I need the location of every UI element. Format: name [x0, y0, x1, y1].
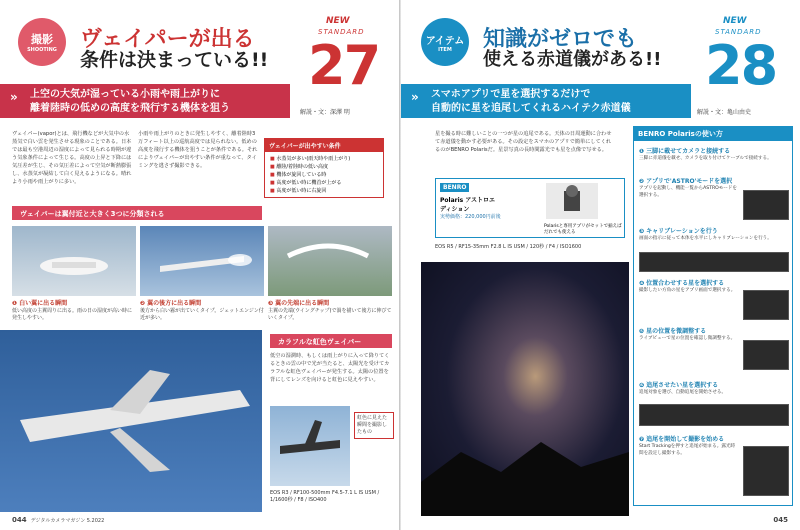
- app-screenshot-1: [743, 190, 789, 220]
- page-number: 044: [12, 516, 27, 524]
- chevron-icon: »: [10, 90, 18, 104]
- writer-credit: 解説・文：深澤 明: [300, 109, 350, 116]
- photo-vapor-3: [268, 226, 392, 296]
- caption-1-text: 低い高度の主翼周りに出る。雨の日の湿度が高い時に発生しやすい。: [12, 308, 133, 322]
- condition-item: ■ 高度が低い時に右旋回: [270, 187, 378, 195]
- step-1-text: 三脚に赤道儀を載せ、カメラを取り付けてケーブルで接続する。: [639, 156, 772, 161]
- plane-icon: [12, 226, 136, 296]
- caption-1: [12, 300, 136, 322]
- step-3-head: ❸ キャリブレーションを行う: [639, 228, 718, 235]
- new-label: NEW: [723, 16, 747, 26]
- product-photo: [546, 183, 598, 219]
- caption-3: [268, 300, 392, 322]
- lead-line1: スマホアプリで星を選択するだけで: [431, 89, 591, 100]
- plane-icon: [140, 226, 264, 296]
- exif-text: EOS R3 / RF100-500mm F4.5-7.1 L IS USM / 1/1600秒 / F8 / ISO400: [270, 490, 380, 503]
- title-line2: 使える赤道儀がある!!: [483, 49, 662, 71]
- condition-item: ■ 水蒸気が多い(雨天時や雨上がり): [270, 155, 378, 163]
- app-screenshot-4: [743, 340, 789, 370]
- plane-icon: [270, 406, 350, 486]
- standard-label: STANDARD: [715, 28, 762, 36]
- category-badge: [421, 18, 469, 66]
- lead-line1: 上空の大気が湿っている小雨や雨上がりに: [30, 89, 220, 100]
- step-4-head: ❹ 位置合わせする星を選択する: [639, 280, 725, 287]
- conditions-box: [264, 138, 384, 198]
- product-name: Polaris アストロエディション: [440, 197, 496, 213]
- caption-1-head: ❶ 白い翼に出る瞬間: [12, 300, 68, 307]
- caption-3-text: 主翼の先端(ウイングチップ)で渦を描いて後方に伸びていくタイプ。: [268, 308, 392, 322]
- condition-item: ■ 機体が旋回している時: [270, 171, 378, 179]
- title-line1: 知識がゼロでも: [483, 27, 638, 52]
- category-en: SHOOTING: [27, 47, 57, 53]
- product-box: [435, 178, 625, 238]
- right-page: [401, 0, 800, 530]
- title-line1: ヴェイパーが出る: [80, 27, 255, 52]
- lead-line2: 離着陸時の低めの高度を飛行する機体を狙う: [30, 103, 230, 114]
- article-number: 27: [308, 34, 380, 97]
- lead-band: [0, 84, 290, 118]
- standard-label: STANDARD: [318, 28, 365, 36]
- step-2-text: アプリを起動し、機能一覧からASTROモードを選択する。: [639, 186, 737, 198]
- vapor-trail-icon: [268, 226, 392, 296]
- category-en: ITEM: [438, 46, 452, 53]
- app-screenshot-6: [743, 446, 789, 496]
- category-badge: [18, 18, 66, 66]
- title-line2: 条件は決まっている!!: [80, 49, 269, 72]
- howto-title: BENRO Polarisの使い方: [634, 127, 792, 141]
- step-1-head: ❶ 三脚に載せてカメラと接続する: [639, 148, 731, 155]
- product-price: 実勢価格：220,000円前後: [440, 214, 501, 220]
- new-label: NEW: [326, 16, 350, 26]
- conditions-list: [265, 152, 383, 198]
- caption-2-head: ❷ 翼の後方に出る瞬間: [140, 300, 202, 307]
- body-column-1: 星を撮る時に難しいことの一つが星の追尾である。天体の日周運動に合わせて赤道儀を動かす必要がある。その設定をスマホのアプリで簡単にしてくれるのがBENRO Polarisだ。星景写真の長時間露光でも星を点像で写せる。: [435, 131, 612, 154]
- folio-left: [12, 516, 104, 524]
- step-7-head: ❼ 追尾を開始して撮影を始める: [639, 436, 725, 443]
- mount-icon: [546, 183, 598, 219]
- lead-line2: 自動的に星を追尾してくれるハイテク赤道儀: [431, 103, 631, 114]
- photo-caption: EOS R5 / RF15-35mm F2.8 L IS USM / 120秒 / F4 / ISO1600: [435, 244, 582, 250]
- page-title: [80, 28, 268, 71]
- caption-2-text: 後方から白い霧が出ていくタイプ。ジェットエンジン付近が多い。: [140, 308, 264, 322]
- caption-3-head: ❸ 翼の先端に出る瞬間: [268, 300, 330, 307]
- body-column-2: 小雨や雨上がりのときに発生しやすく、離着陸時3万フィート以上の巡航高度では見られない。低めの高度を飛行する機体を狙うことが条件である。それによりヴェイパーが出やすい条件が重なって、タイミングを逃さず撮影できる。: [138, 131, 258, 170]
- step-7-text: Start Trackingを押すと追尾が始まる。露光時間を設定し撮影する。: [639, 444, 736, 456]
- section-bar-2: カラフルな虹色ヴェイパー: [270, 334, 392, 348]
- category-word: アイテム: [425, 35, 465, 47]
- mountain-silhouette: [421, 262, 629, 516]
- condition-item: ■ 離陸/着陸時の低い高度: [270, 163, 378, 171]
- category-word: 撮影: [31, 33, 53, 46]
- step-5-head: ❺ 星の位置を微調整する: [639, 328, 707, 335]
- photo-milky-way: [421, 262, 629, 516]
- plane-icon: [0, 330, 262, 512]
- photo-vapor-1: [12, 226, 136, 296]
- lead-band: [401, 84, 691, 118]
- photo-vapor-2: [140, 226, 264, 296]
- photo-rainbow-vapor: [270, 406, 350, 486]
- step-2-head: ❷ アプリで'ASTRO'モードを選択: [639, 178, 733, 185]
- page-title: [483, 28, 661, 70]
- step-5-text: ライブビューで星の位置を確認し微調整する。: [639, 336, 736, 341]
- article-number: 28: [705, 34, 777, 97]
- photo-big-aircraft: [0, 330, 262, 512]
- writer-credit: 解説・文：亀山由史: [697, 109, 752, 116]
- body-column-3: 低空の湿潤時、もしくは雨上がりに入って降りてくるときの雲の中で光が当たると、太陽光を受けてカラフルな虹色ヴェイパーが発生する。太陽の位置を背にしてレンズを向けると虹色に見えやすい。: [270, 353, 390, 384]
- conditions-box-title: ヴェイパーが出やすい条件: [265, 139, 383, 152]
- folio-right: 045: [773, 516, 788, 524]
- step-4-text: 撮影したい方角の星をアプリ画面で選択する。: [639, 288, 736, 293]
- condition-item: ■ 高度が低い時に機首が上がる: [270, 179, 378, 187]
- app-screenshot-3: [743, 290, 789, 320]
- step-3-text: 画面の指示に従って本体を水平にしキャリブレーションを行う。: [639, 236, 772, 241]
- step-6-text: 追尾対象を選び、自動追尾を開始させる。: [639, 390, 727, 395]
- product-note: Polarisと専用アプリがセットで揃えばだれでも使える: [544, 224, 622, 235]
- step-6-head: ❻ 追尾させたい星を選択する: [639, 382, 719, 389]
- photo-note: 虹色に見えた瞬間を撮影したもの: [354, 412, 394, 439]
- section-bar-1: ヴェイパーは翼付近と大きく3つに分類される: [12, 206, 262, 220]
- product-brand: BENRO: [440, 183, 469, 192]
- chevron-icon: »: [411, 90, 419, 104]
- caption-2: [140, 300, 264, 322]
- body-column-1: ヴェイパー(vapor)とは、飛行機などが大気中の水蒸気で白い雲を発生させる現象のことである。日本では最も空港周辺の湿度によって見られる時期が違う気象条件によって生じる。高度の上昇と下降には気圧差が生じ、その気圧差によって空気が断熱膨張し、水蒸気が凝結して白く見えるようになる。晴れより小雨や雨上がりに多い。: [12, 131, 132, 186]
- app-screenshot-2: [639, 252, 789, 272]
- magazine-name: デジタルカメラマガジン 5.2022: [30, 518, 105, 524]
- left-page: [0, 0, 399, 530]
- app-screenshot-5: [639, 404, 789, 426]
